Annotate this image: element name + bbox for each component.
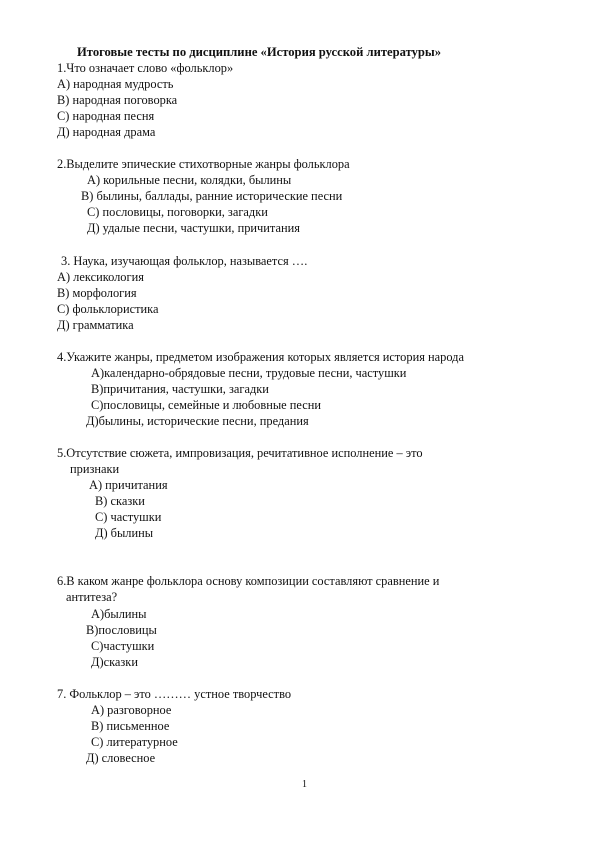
question-3-text: 3. Наука, изучающая фольклор, называется …. <box>61 254 308 268</box>
question-2-option-a: А) корильные песни, колядки, былины <box>87 173 292 187</box>
question-6-option-b: В)пословицы <box>86 623 157 637</box>
question-6-option-d: Д)сказки <box>91 655 138 669</box>
page-number: 1 <box>302 779 307 790</box>
question-5-text-line-1: 5.Отсутствие сюжета, импровизация, речитативное исполнение – это <box>57 446 423 460</box>
question-2-text: 2.Выделите эпические стихотворные жанры фольклора <box>57 157 350 171</box>
question-3-option-a: А) лексикология <box>57 270 144 284</box>
question-7-option-c: С) литературное <box>91 735 178 749</box>
question-5-text-line-2: признаки <box>70 462 120 476</box>
question-1-option-a: А) народная мудрость <box>57 77 174 91</box>
question-5-option-d: Д) былины <box>95 526 154 540</box>
question-6-option-a: А)былины <box>91 607 147 621</box>
question-4-option-a: А)календарно-обрядовые песни, трудовые песни, частушки <box>91 366 407 380</box>
question-1-option-d: Д) народная драма <box>57 125 156 139</box>
question-4-text: 4.Укажите жанры, предметом изображения которых является история народа <box>57 350 464 364</box>
question-6-text-line-1: 6.В каком жанре фольклора основу композиции составляют сравнение и <box>57 574 440 588</box>
question-5-option-b: В) сказки <box>95 494 145 508</box>
question-4-option-b: В)причитания, частушки, загадки <box>91 382 269 396</box>
question-5-option-c: С) частушки <box>95 510 162 524</box>
question-3-option-d: Д) грамматика <box>57 318 134 332</box>
question-5-option-a: А) причитания <box>89 478 168 492</box>
question-7-option-d: Д) словесное <box>86 751 156 765</box>
question-4-option-d: Д)былины, исторические песни, предания <box>86 414 309 428</box>
question-4-option-c: С)пословицы, семейные и любовные песни <box>91 398 321 412</box>
question-1-text: 1.Что означает слово «фольклор» <box>57 61 234 75</box>
question-7-text: 7. Фольклор – это ……… устное творчество <box>57 687 292 701</box>
question-2-option-d: Д) удалые песни, частушки, причитания <box>87 221 300 235</box>
question-1-option-c: С) народная песня <box>57 109 155 123</box>
question-7-option-a: А) разговорное <box>91 703 172 717</box>
question-2-option-b: В) былины, баллады, ранние исторические песни <box>81 189 343 203</box>
question-3-option-c: С) фольклористика <box>57 302 159 316</box>
question-3-option-b: В) морфология <box>57 286 137 300</box>
document-title: Итоговые тесты по дисциплине «История русской литературы» <box>77 45 442 59</box>
question-7-option-b: В) письменное <box>91 719 170 733</box>
question-6-option-c: С)частушки <box>91 639 155 653</box>
question-1-option-b: В) народная поговорка <box>57 93 178 107</box>
question-6-text-line-2: антитеза? <box>66 590 118 604</box>
question-2-option-c: С) пословицы, поговорки, загадки <box>87 205 268 219</box>
